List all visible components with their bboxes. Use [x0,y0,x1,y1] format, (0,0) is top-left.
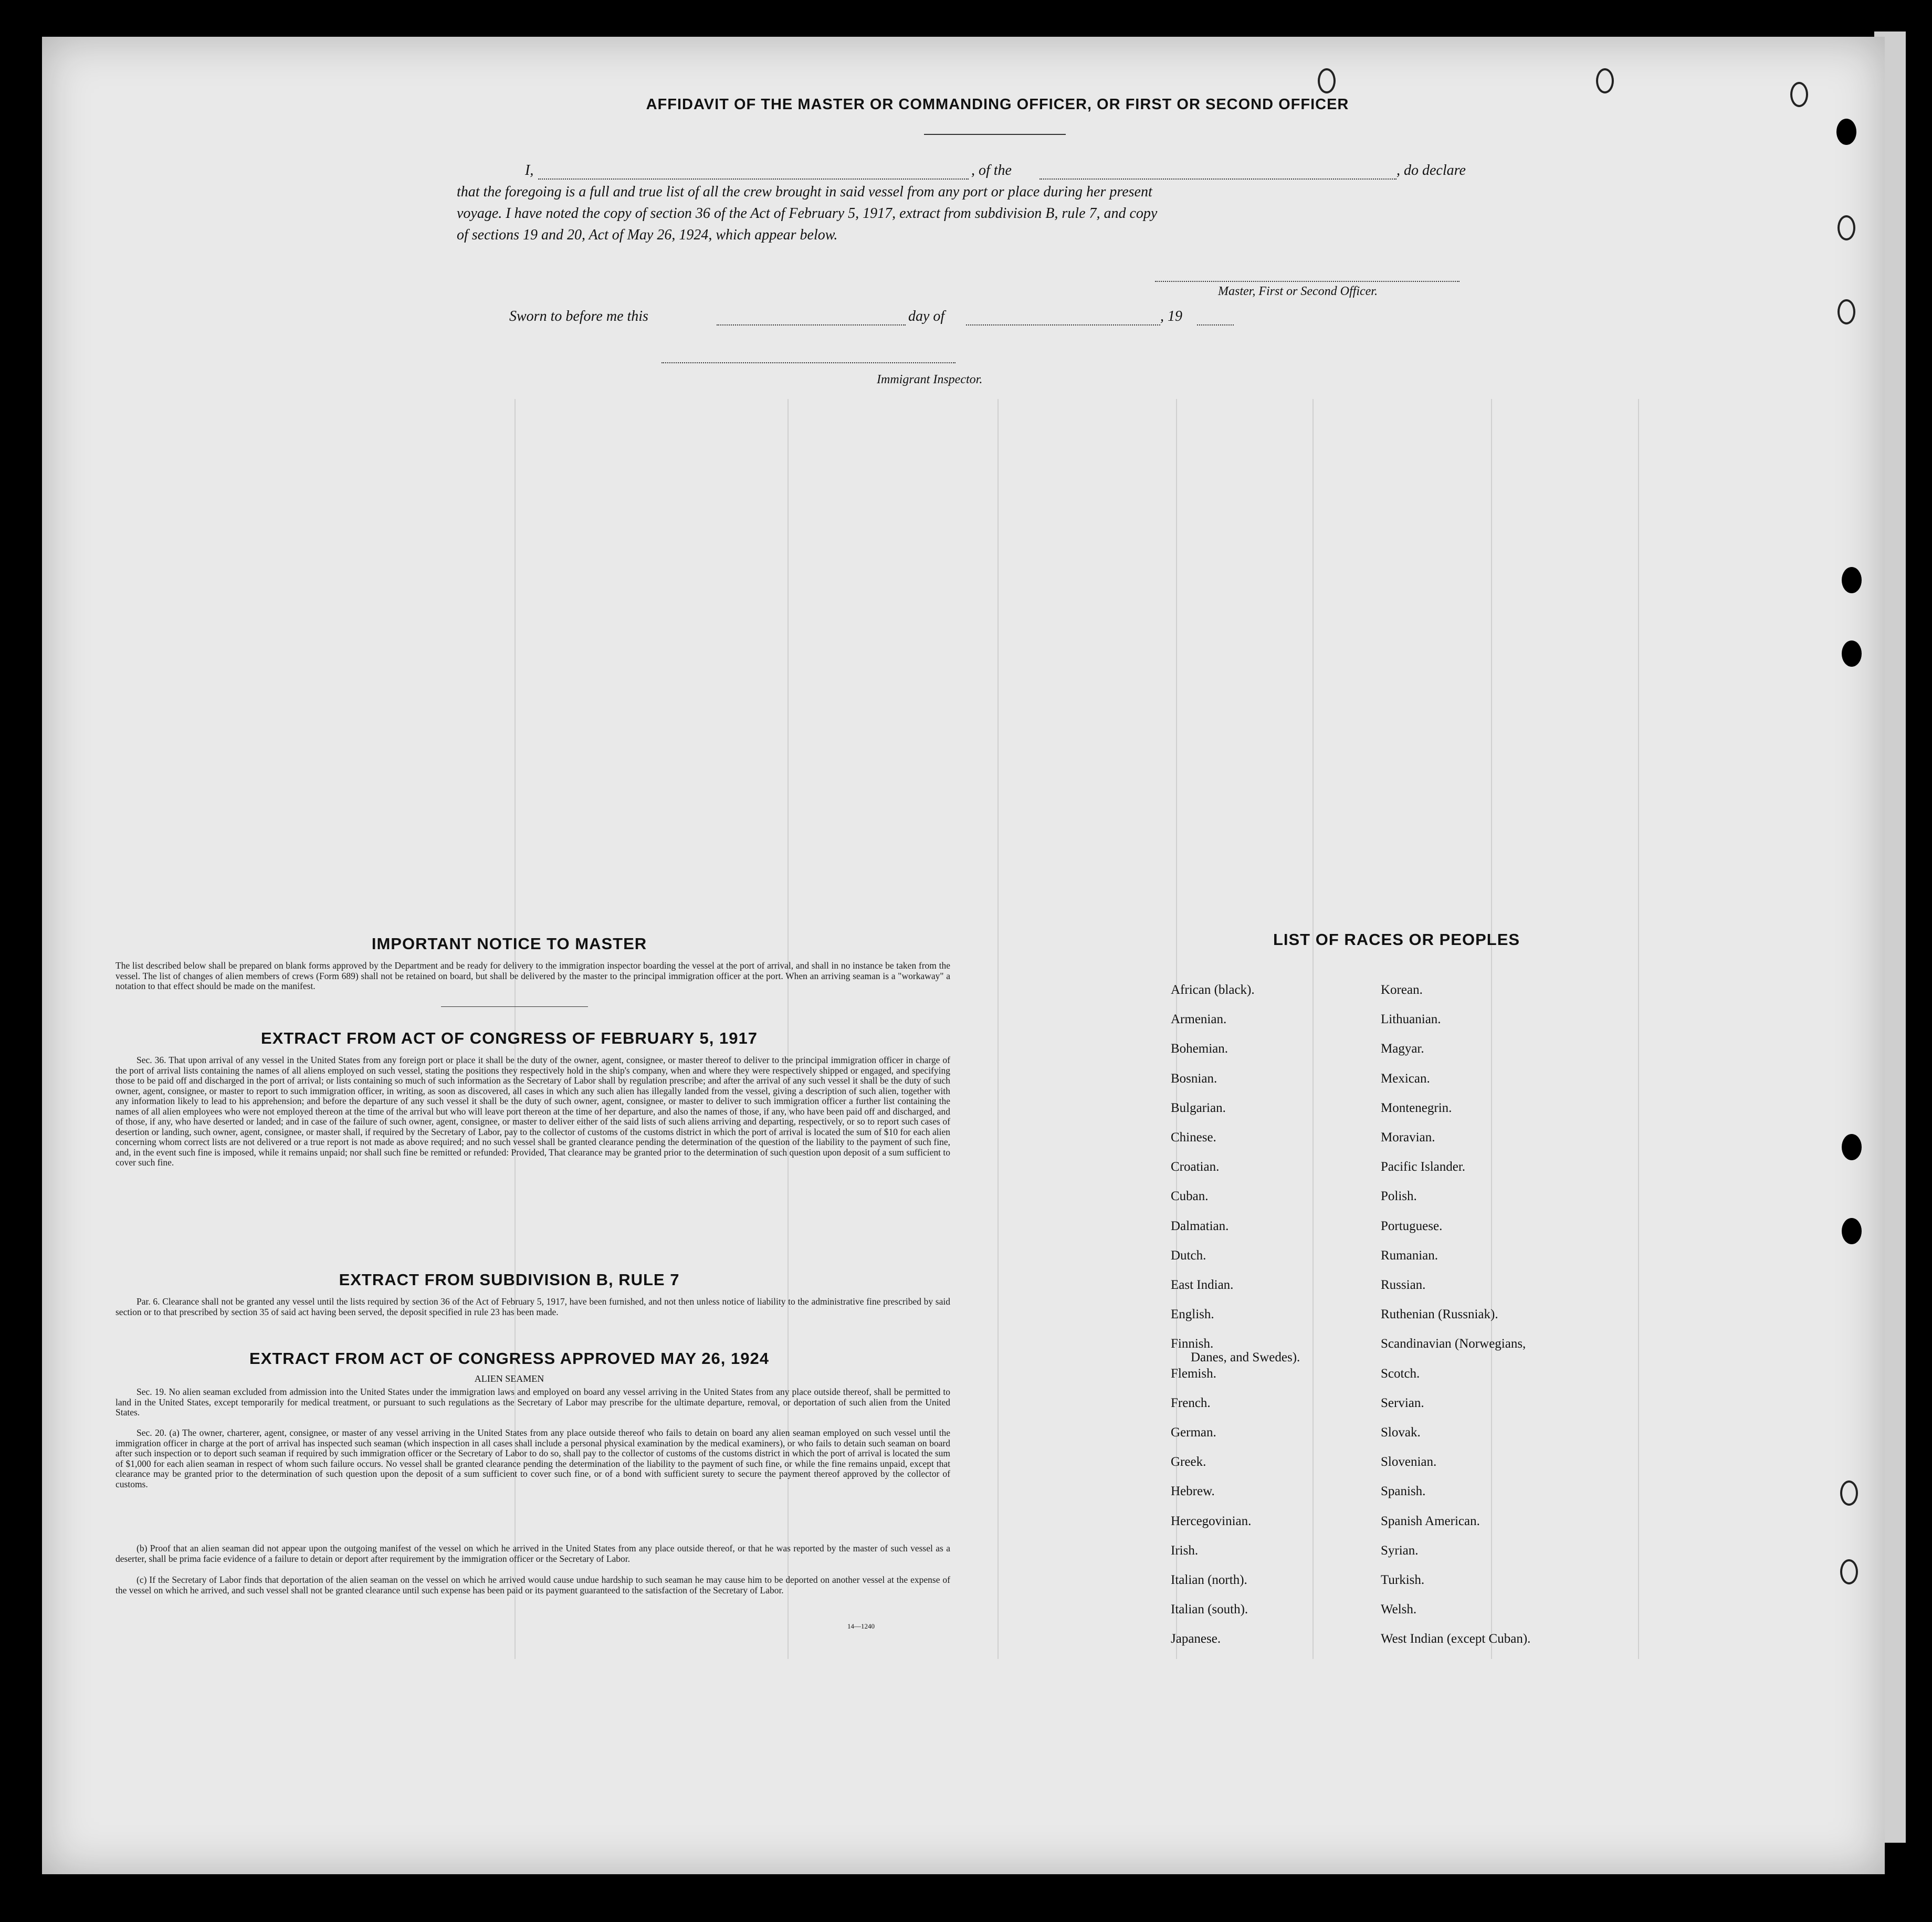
extract-1917-text: Sec. 36. That upon arrival of any vessel in the United States from any foreign port or place it shall be the duty of the owner, agent, consignee, or master thereof to deliver to the principal immigration officer in charge of the port of arrival lists containing the names of all aliens employed on such vessel, stating the positions they respectively hold in the ship's company, when and where they were respectively shipped or engaged, and specifying those to be paid off and discharged in the port of arrival; or lists containing so much of such information as the Secretary of Labor shall by regulation prescribe; and after the arrival of any such vessel it shall be the duty of such owner, agent, consignee, or master to report to such immigration officer, in writing, as soon as discovered, all cases in which any such alien has illegally landed from the vessel, giving a description of such alien, together with any information likely to lead to his apprehension; and before the departure of any such vessel it shall be the duty of such owner, agent, consignee, or master to deliver to such immigration officer a further list containing the names of all alien employees who were not employed thereon at the time of the arrival but who will leave port thereon at the time of her departure, and also the names of those, if any, who have been paid off and discharged, and of those, if any, who have deserted or landed; and in case of the failure of such owner, agent, consignee, or master to deliver either of the said lists of such aliens arriving and departing, respectively, or so to report such cases of desertion or landing, such owner, agent, consignee, or master shall, if required by the Secretary of Labor, pay to the collector of customs of the customs district in which the port of arrival is located the sum of $10 for each alien concerning whom correct lists are not delivered or a true report is not made as above required; and no such vessel shall be granted clearance pending the determination of the question of the liability to the payment of such fine, and, in the event such fine is imposed, while it remains unpaid; nor shall such fine be remitted or refunded: Provided, That clearance may be granted prior to the determination of such question upon deposit of a sum sufficient to cover such fine. [116,1055,950,1168]
race-item: Spanish American. [1381,1514,1480,1528]
race-item: Magyar. [1381,1042,1424,1056]
ghost-row [494,458,1754,479]
ghost-row [494,546,1754,567]
punch-hole [1790,82,1808,107]
race-item: Hebrew. [1171,1484,1215,1499]
race-item: Irish. [1171,1543,1199,1558]
race-item: Dalmatian. [1171,1219,1229,1233]
punch-hole [1596,68,1614,93]
punch-hole [1842,1218,1862,1244]
notice-title: IMPORTANT NOTICE TO MASTER [371,934,647,953]
race-item: Slovak. [1381,1425,1421,1440]
ghost-row [494,899,1754,920]
race-item: Slovenian. [1381,1455,1437,1469]
ghost-row [494,781,1754,802]
notice-rule [441,1006,588,1007]
affidavit-line-2: that the foregoing is a full and true list of all the crew brought in said vessel from any port or place during her present [457,184,1152,200]
ghost-row [494,399,1754,420]
ghost-row [494,869,1754,890]
race-item: Rumanian. [1381,1248,1438,1263]
extract-rule7-text: Par. 6. Clearance shall not be granted any vessel until the lists required by section 36 of the Act of February 5, 1917, have been furnished, and not then unless notice of liability to the administrative fine prescribed by said section or to that prescribed by section 35 of said act having been served, the deposit specified in rule 23 has been made. [116,1296,950,1317]
race-item: Ruthenian (Russniak). [1381,1307,1498,1322]
day-of-label: day of [908,308,945,324]
sec20c-text: (c) If the Secretary of Labor finds that deportation of the alien seaman on the vessel on which he arrived would cause undue hardship to such seaman he may cause him to be deported on another vessel at the expense of the vessel on which he arrived, and such vessel shall not be granted clearance until such expense has been paid or its payment guaranteed to the satisfaction of the Secretary of Labor. [116,1574,950,1595]
race-item: Korean. [1381,983,1423,997]
race-item: Turkish. [1381,1573,1425,1587]
punch-hole [1838,299,1855,324]
ghost-row [494,428,1754,449]
sworn-day-blank [717,324,906,325]
sworn-month-blank [966,324,1160,325]
ghost-row [494,811,1754,832]
race-item: Japanese. [1171,1632,1221,1646]
race-item: Montenegrin. [1381,1100,1452,1115]
race-item: Welsh. [1381,1602,1417,1617]
alien-seamen-subtitle: ALIEN SEAMEN [474,1373,544,1384]
race-item: Hercegovinian. [1171,1514,1252,1528]
race-item: Croatian. [1171,1160,1220,1174]
sec20b-text: (b) Proof that an alien seaman did not appear upon the outgoing manifest of the vessel on which he arrived in the United States from any place outside thereof, or that he was reported by the master of such vessel as a deserter, shall be prima facie evidence of a failure to detain or deport after requirement by the immigration officer or the Secretary of Labor. [116,1543,950,1564]
race-item: Bohemian. [1171,1042,1228,1056]
inspector-blank [662,362,956,363]
extract-1917-title: EXTRACT FROM ACT OF CONGRESS OF FEBRUARY 5, 1917 [261,1029,758,1047]
race-item: Chinese. [1171,1130,1216,1144]
sec20a-text: Sec. 20. (a) The owner, charterer, agent, consignee, or master of any vessel arriving in the United States from any place outside thereof who fails to detain on board any alien seaman employed on such vessel until the immigration officer in charge at the port of arrival has inspected such seaman (which inspection in all cases shall include a personal physical examination by the medical examiners), or who fails to detain such seaman on board after such inspection or to deport such seaman if required by such immigration officer or the Secretary of Labor to do so, shall pay to the collector of customs of the customs district in which the port of arrival is located the sum of $1,000 for each alien seaman in respect of whom such failure occurs. No vessel shall be granted clearance pending the determination of the liability to the payment of such fine, or while the fine remains unpaid, except that clearance may be granted prior to the determination of such question upon the deposit of a sum sufficient to cover such fine, or of a bond with sufficient surety to secure the payment thereof approved by the collector of customs. [116,1427,950,1489]
race-item: Italian (north). [1171,1573,1247,1587]
race-item: Dutch. [1171,1248,1206,1263]
race-item: Cuban. [1171,1189,1209,1204]
ghost-row [494,840,1754,861]
year-label: , 19 [1160,308,1182,324]
punch-hole [1836,119,1856,145]
race-item: Russian. [1381,1278,1426,1292]
ghost-row [494,575,1754,596]
punch-hole [1318,68,1336,93]
race-item: French. [1171,1395,1211,1410]
race-item: Greek. [1171,1455,1206,1469]
race-item: Danes, and Swedes). [1191,1350,1300,1365]
race-item: English. [1171,1307,1214,1322]
vessel-blank [1040,178,1396,180]
ghost-row [494,517,1754,538]
race-item: Bosnian. [1171,1071,1217,1086]
sworn-label: Sworn to before me this [509,308,648,324]
punch-hole [1842,567,1862,593]
race-item: Portuguese. [1381,1219,1443,1233]
extract-1924-title: EXTRACT FROM ACT OF CONGRESS APPROVED MAY 26, 1924 [249,1349,769,1368]
punch-hole [1840,1559,1858,1584]
race-item: Finnish. [1171,1337,1214,1351]
ghost-row [494,722,1754,743]
race-item: West Indian (except Cuban). [1381,1632,1531,1646]
affidavit-line-4: of sections 19 and 20, Act of May 26, 1924, which appear below. [457,227,838,243]
punch-hole [1838,215,1855,240]
of-the-label: , of the [971,162,1012,178]
sworn-year-blank [1197,324,1234,325]
race-item: Lithuanian. [1381,1012,1441,1027]
race-item: Moravian. [1381,1130,1435,1144]
race-item: Italian (south). [1171,1602,1248,1617]
signature-blank [1155,281,1460,282]
race-item: Servian. [1381,1395,1424,1410]
inspector-caption: Immigrant Inspector. [877,373,983,386]
race-item: Syrian. [1381,1543,1419,1558]
race-item: Scandinavian (Norwegians, [1381,1337,1526,1351]
affidavit-title: AFFIDAVIT OF THE MASTER OR COMMANDING OFFICER, OR FIRST OR SECOND OFFICER [646,96,1349,113]
name-blank [538,178,969,180]
extract-rule7-title: EXTRACT FROM SUBDIVISION B, RULE 7 [339,1270,680,1289]
race-item: German. [1171,1425,1216,1440]
race-item: East Indian. [1171,1278,1234,1292]
punch-hole [1842,640,1862,667]
race-item: Polish. [1381,1189,1417,1204]
races-title: LIST OF RACES OR PEOPLES [1273,930,1520,949]
ghost-row [494,664,1754,685]
race-item: Bulgarian. [1171,1100,1226,1115]
race-item: Spanish. [1381,1484,1426,1499]
ghost-row [494,634,1754,655]
punch-hole [1842,1134,1862,1160]
document-sheet [42,37,1885,1874]
affidavit-line-3: voyage. I have noted the copy of section 36 of the Act of February 5, 1917, extract from subdivision B, rule 7, and copy [457,205,1158,222]
form-number: 14—1240 [847,1622,875,1630]
sec19-text: Sec. 19. No alien seaman excluded from admission into the United States under the immigration laws and employed on board any vessel arriving in the United States from any place outside thereof, shall be permitted to land in the United States, except temporarily for medical treatment, or pursuant to such regulations as the Secretary of Labor may prescribe for the ultimate departure, removal, or deportation of such alien from the United States. [116,1387,950,1417]
race-item: Scotch. [1381,1366,1420,1381]
race-item: Armenian. [1171,1012,1227,1027]
ghost-row [494,752,1754,773]
do-declare-label: , do declare [1396,162,1466,178]
ghost-row [494,605,1754,626]
race-item: Pacific Islander. [1381,1160,1466,1174]
punch-hole [1840,1480,1858,1506]
race-item: African (black). [1171,983,1255,997]
i-label: I, [525,162,534,178]
ghost-row [494,487,1754,508]
title-underline [924,134,1066,135]
notice-text: The list described below shall be prepared on blank forms approved by the Department and be ready for delivery to the immigration inspector boarding the vessel at the port of arrival, and shall in no instance be taken from the vessel. The list of changes of alien members of crews (Form 689) shall not be retained on board, but shall be delivered by the master to the principal immigration officer at the port. When an arriving seaman is a "workaway" a notation to that effect should be made on the manifest. [116,960,950,991]
race-item: Mexican. [1381,1071,1430,1086]
signature-caption: Master, First or Second Officer. [1218,285,1378,298]
ghost-row [494,693,1754,714]
race-item: Flemish. [1171,1366,1216,1381]
